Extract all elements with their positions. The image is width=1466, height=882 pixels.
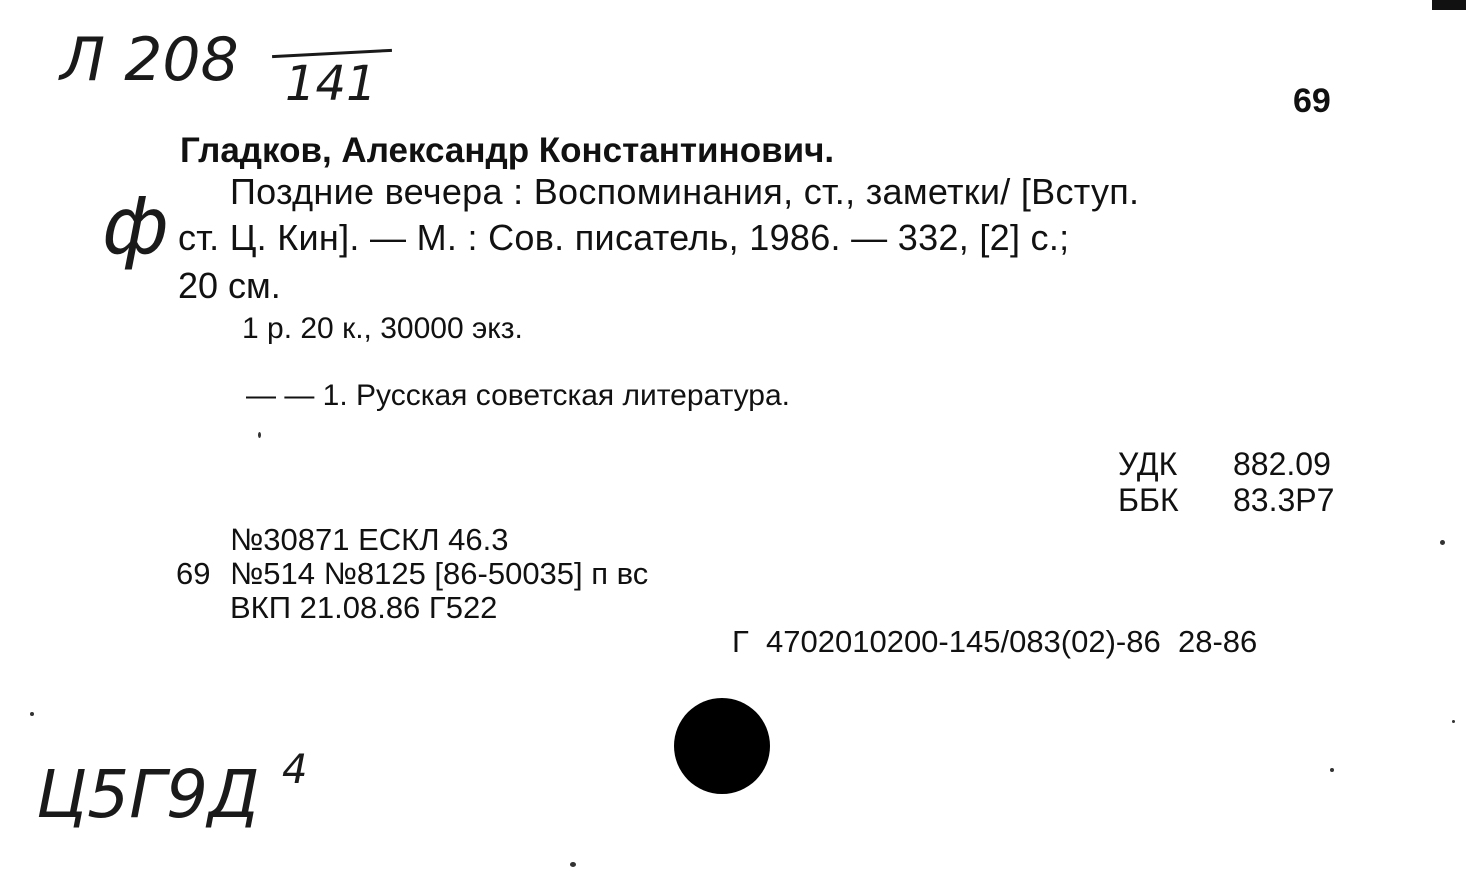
scan-speck — [1330, 768, 1334, 772]
handwritten-bottom-code-superscript: 4 — [282, 747, 308, 793]
punch-hole — [674, 698, 770, 794]
handwritten-mark: ф — [102, 182, 169, 272]
scan-speck — [570, 862, 576, 867]
scan-speck — [30, 712, 34, 716]
title-line-1: Поздние вечера : Воспоминания, ст., заметки/ [Вступ. — [230, 171, 1140, 212]
order-number: 69 — [176, 556, 211, 591]
catalog-code: Г 4702010200-145/083(02)-86 28-86 — [732, 624, 1258, 659]
handwritten-bottom-code: Ц5Г9Д — [36, 756, 260, 833]
order-line-1: №30871 ЕСКЛ 46.3 — [230, 522, 509, 557]
order-line-2: №514 №8125 [86-50035] п вс — [230, 556, 649, 591]
subject-line: — — 1. Русская советская литература. — [246, 379, 791, 412]
udc-label: УДК — [1118, 446, 1178, 482]
class-number: 69 — [1293, 82, 1331, 120]
bbk-label: ББК — [1118, 482, 1179, 518]
udc-value: 882.09 — [1233, 446, 1331, 482]
handwritten-shelfmark: Л 208 — [60, 25, 239, 95]
scan-speck — [258, 432, 261, 438]
title-line-3: 20 см. — [178, 265, 281, 306]
author-heading: Гладков, Александр Константинович. — [180, 131, 835, 170]
handwritten-shelfmark-sub: 141 — [285, 56, 377, 112]
scan-speck — [1452, 720, 1455, 723]
order-line-3: ВКП 21.08.86 Г522 — [230, 590, 498, 625]
title-line-2: ст. Ц. Кин]. — М. : Сов. писатель, 1986. — 332, [2] с.; — [178, 217, 1070, 258]
edge-mark — [1432, 0, 1466, 10]
bbk-value: 83.3Р7 — [1233, 482, 1335, 518]
price-line: 1 р. 20 к., 30000 экз. — [242, 312, 523, 345]
scan-speck — [1440, 540, 1445, 545]
